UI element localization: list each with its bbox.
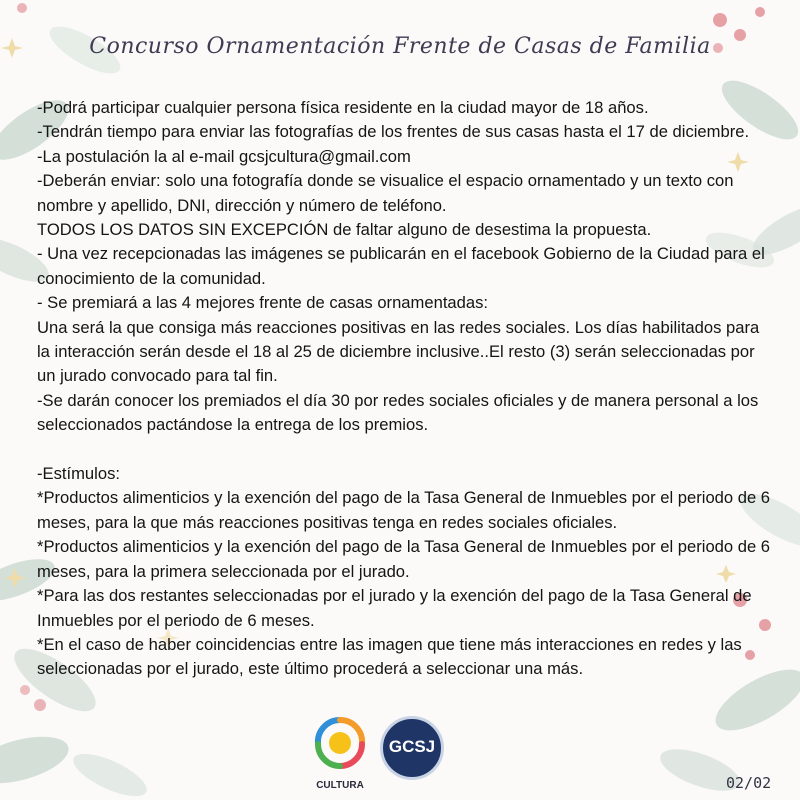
page-number: 02/02 (726, 774, 772, 792)
paragraph-coincidence: *En el caso de haber coincidencias entre las imagen que tiene más interacciones en redes y las seleccionadas por el jurado, este último procederá a seleccionar una más. (37, 634, 742, 679)
page-title: Concurso Ornamentación Frente de Casas de Familia (89, 34, 711, 59)
paragraph-eligibility: -Podrá participar cualquier persona física residente en la ciudad mayor de 18 años. (37, 98, 649, 117)
paragraph-stimulus-1: *Productos alimenticios y la exención del pago de la Tasa General de Inmuebles por el periodo de 6 meses, para la que más reacciones positivas tenga en redes sociales oficiales. (37, 488, 771, 532)
gcsj-label: GCSJ (388, 737, 436, 756)
paragraph-stimulus-2: *Productos alimenticios y la exención del pago de la Tasa General de Inmuebles por el periodo de 6 meses, para la primera seleccionada por el jurado. (37, 537, 771, 581)
paragraph-publication: - Una vez recepcionadas las imágenes se publicarán en el facebook Gobierno de la Ciudad para el conocimiento de la comunidad. (37, 244, 765, 288)
paragraph-email: -La postulación la al e-mail gcsjcultura@gmail.com (37, 146, 411, 166)
paragraph-announcement: -Se darán conocer los premiados el día 30 por redes sociales oficiales y de manera personal a los seleccionados pactándose la entrega de los premios. (37, 390, 759, 435)
paragraph-all-data: TODOS LOS DATOS SIN EXCEPCIÓN de faltar alguno de desestima la propuesta. (37, 220, 652, 240)
paragraph-stimulus-3: *Para las dos restantes seleccionadas por el jurado y la exención del pago de la Tasa General de Inmuebles por el periodo de 6 meses. (37, 586, 752, 630)
spacer (37, 438, 772, 462)
gcsj-logo (380, 716, 444, 780)
paragraph-requirements: -Deberán enviar: solo una fotografía donde se visualice el espacio ornamentado y un texto con nombre y apellido, DNI, dirección y número de teléfono. (37, 171, 734, 215)
rules-text (37, 96, 772, 682)
cultura-logo-icon (312, 714, 368, 778)
cultura-label: CULTURA (316, 780, 364, 791)
paragraph-stimuli-heading: -Estímulos: (37, 464, 120, 484)
paragraph-deadline: -Tendrán tiempo para enviar las fotografías de los frentes de sus casas hasta el 17 de diciembre. (37, 122, 750, 142)
logos (300, 712, 460, 797)
paragraph-awards: - Se premiará a las 4 mejores frente de casas ornamentadas: (37, 293, 489, 313)
paragraph-selection: Una será la que consiga más reacciones positivas en las redes sociales. Los días habilitados para la interacción serán desde el 18 al 25 de diciembre inclusive..El resto (3) serán seleccionadas por un jurado convocado para tal fin. (37, 317, 760, 386)
